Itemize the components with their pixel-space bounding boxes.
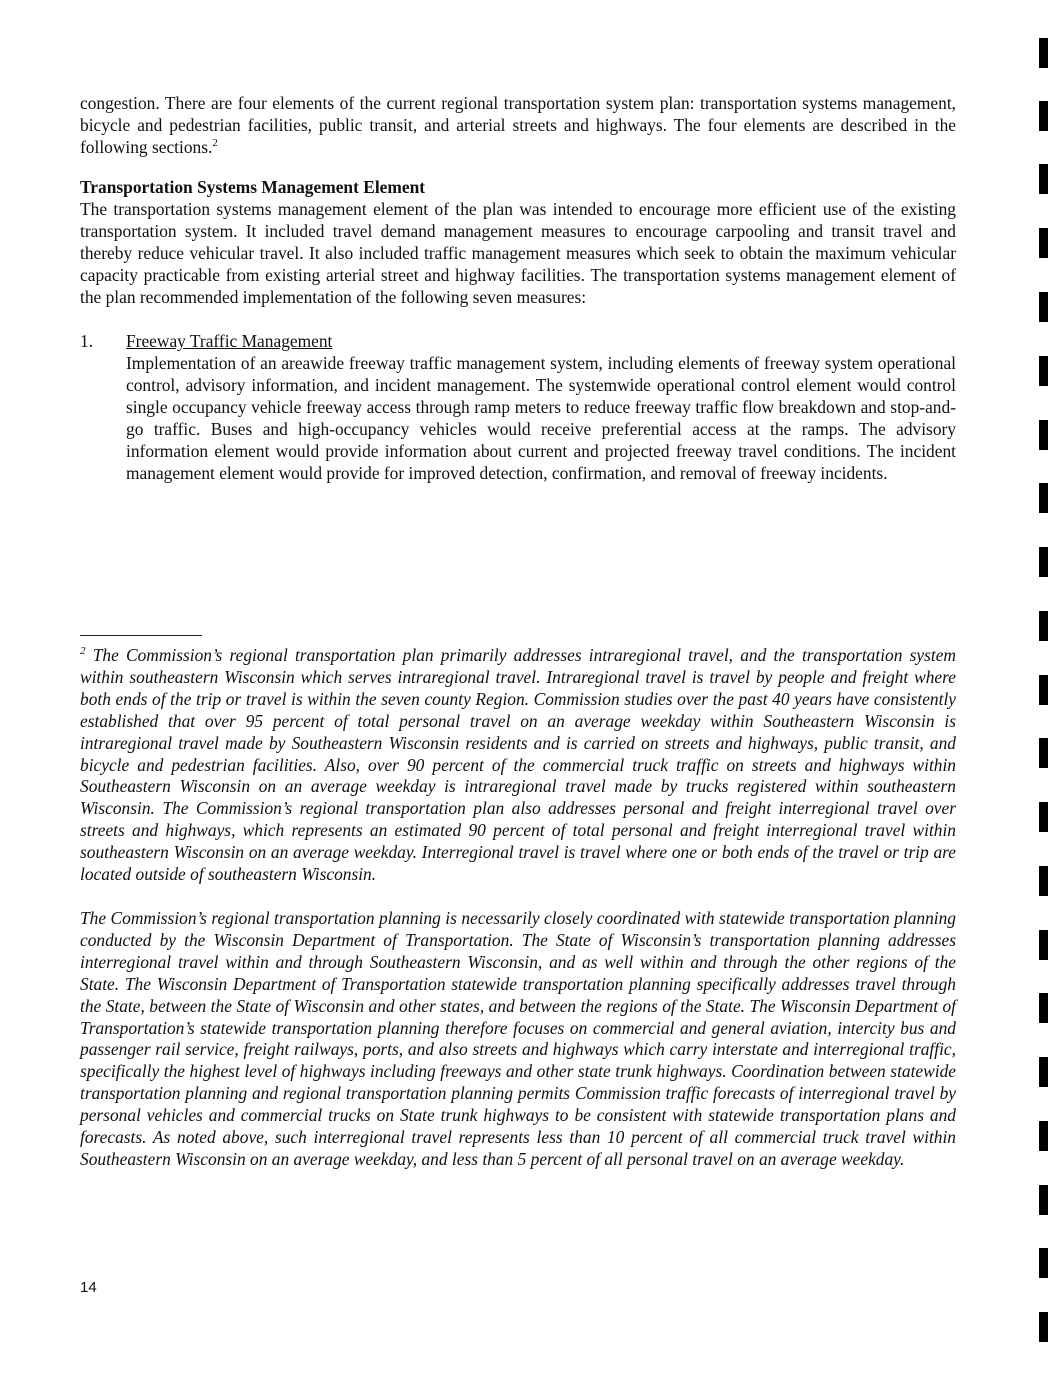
scan-mark xyxy=(1039,1121,1048,1151)
scan-mark xyxy=(1039,930,1048,960)
footnote-text-1: The Commission’s regional transportation plan primarily addresses intraregional travel, and the transportation system within southeastern Wisconsin which serves intraregional travel. Intraregional travel is travel by people and freight where both ends of the trip or travel is within the seven county Region. Commission studies over the past 40 years have consistently established that over 95 percent of total personal travel on an average weekday within Southeastern Wisconsin is intraregional travel made by Southeastern Wisconsin residents and is carried on streets and highways, public transit, and bicycle and pedestrian facilities. Also, over 90 percent of the commercial truck traffic on streets and highways within Southeastern Wisconsin on an average weekday is intraregional travel made by trucks registered within southeastern Wisconsin. The Commission’s regional transportation plan also addresses personal and freight interregional travel over streets and highways, which represents an estimated 90 percent of total personal and freight interregional travel within southeastern Wisconsin on an average weekday. Interregional travel is travel where one or both ends of the travel or trip are located outside of southeastern Wisconsin. xyxy=(80,645,956,885)
intro-paragraph xyxy=(80,92,956,158)
scan-mark xyxy=(1039,611,1048,641)
footnote xyxy=(80,645,956,1171)
scan-mark xyxy=(1039,675,1048,705)
footnote-number: 2 xyxy=(80,645,86,658)
scan-mark xyxy=(1039,420,1048,450)
scan-mark xyxy=(1039,38,1048,68)
scan-mark xyxy=(1039,483,1048,513)
scan-mark xyxy=(1039,866,1048,896)
scan-mark xyxy=(1039,292,1048,322)
footnote-divider xyxy=(80,635,202,636)
list-item xyxy=(80,330,956,484)
scan-mark xyxy=(1039,993,1048,1023)
footnote-paragraph-1 xyxy=(80,645,956,886)
section-heading: Transportation Systems Management Element xyxy=(80,177,426,197)
scan-mark xyxy=(1039,1057,1048,1087)
list-item-text: Implementation of an areawide freeway traffic management system, including elements of freeway system operational control, advisory information, and incident management. The systemwide operational control element would control single occupancy vehicle freeway access through ramp meters to reduce freeway traffic flow breakdown and stop-and-go traffic. Buses and high-occupancy vehicles would receive preferential access at the ramps. The advisory information element would provide information about current and projected freeway travel conditions. The incident management element would provide for improved detection, confirmation, and removal of freeway incidents. xyxy=(126,353,956,483)
scan-mark xyxy=(1039,164,1048,194)
scan-mark xyxy=(1039,547,1048,577)
list-item-title: Freeway Traffic Management xyxy=(126,331,333,351)
scan-mark xyxy=(1039,802,1048,832)
intro-text: congestion. There are four elements of the current regional transportation system plan: transportation systems management, bicycle and pedestrian facilities, public transit, and arterial streets and highways. The four elements are described in the following sections. xyxy=(80,93,956,157)
scan-mark xyxy=(1039,356,1048,386)
list-item-number: 1. xyxy=(80,331,94,351)
scan-mark xyxy=(1039,1248,1048,1278)
scan-margin-marks xyxy=(1027,0,1057,1379)
scan-mark xyxy=(1039,101,1048,131)
scan-mark xyxy=(1039,738,1048,768)
scan-mark xyxy=(1039,228,1048,258)
scan-mark xyxy=(1039,1312,1048,1342)
scan-mark xyxy=(1039,1185,1048,1215)
section-paragraph: The transportation systems management element of the plan was intended to encourage more efficient use of the existing transportation system. It included travel demand management measures to encourage carpooling and transit travel and thereby reduce vehicular travel. It also included traffic management measures which seek to obtain the maximum vehicular capacity practicable from existing arterial street and highway facilities. The transportation systems management element of the plan recommended implementation of the following seven measures: xyxy=(80,199,956,307)
footnote-reference: 2 xyxy=(212,137,218,150)
list-item-body xyxy=(126,330,956,484)
footnote-paragraph-2: The Commission’s regional transportation planning is necessarily closely coordinated with statewide transportation planning conducted by the Wisconsin Department of Transportation. The State of Wisconsin’s transportation planning addresses interregional travel within and through Southeastern Wisconsin, and as well within and through the other regions of the State. The Wisconsin Department of Transportation statewide transportation planning specifically addresses travel through the State, between the State of Wisconsin and other states, and between the regions of the State. The Wisconsin Department of Transportation’s statewide transportation planning therefore focuses on commercial and general aviation, intercity bus and passenger rail service, freight railways, ports, and also streets and highways which carry interstate and interregional traffic, specifically the highest level of highways including freeways and other state trunk highways. Coordination between statewide transportation planning and regional transportation planning permits Commission traffic forecasts of interregional travel by personal vehicles and commercial trucks on State trunk highways to be consistent with statewide transportation plans and forecasts. As noted above, such interregional travel represents less than 10 percent of all commercial truck travel within Southeastern Wisconsin on an average weekday, and less than 5 percent of all personal travel on an average weekday. xyxy=(80,907,956,1169)
main-content xyxy=(80,92,956,484)
page-number: 14 xyxy=(80,1279,97,1296)
